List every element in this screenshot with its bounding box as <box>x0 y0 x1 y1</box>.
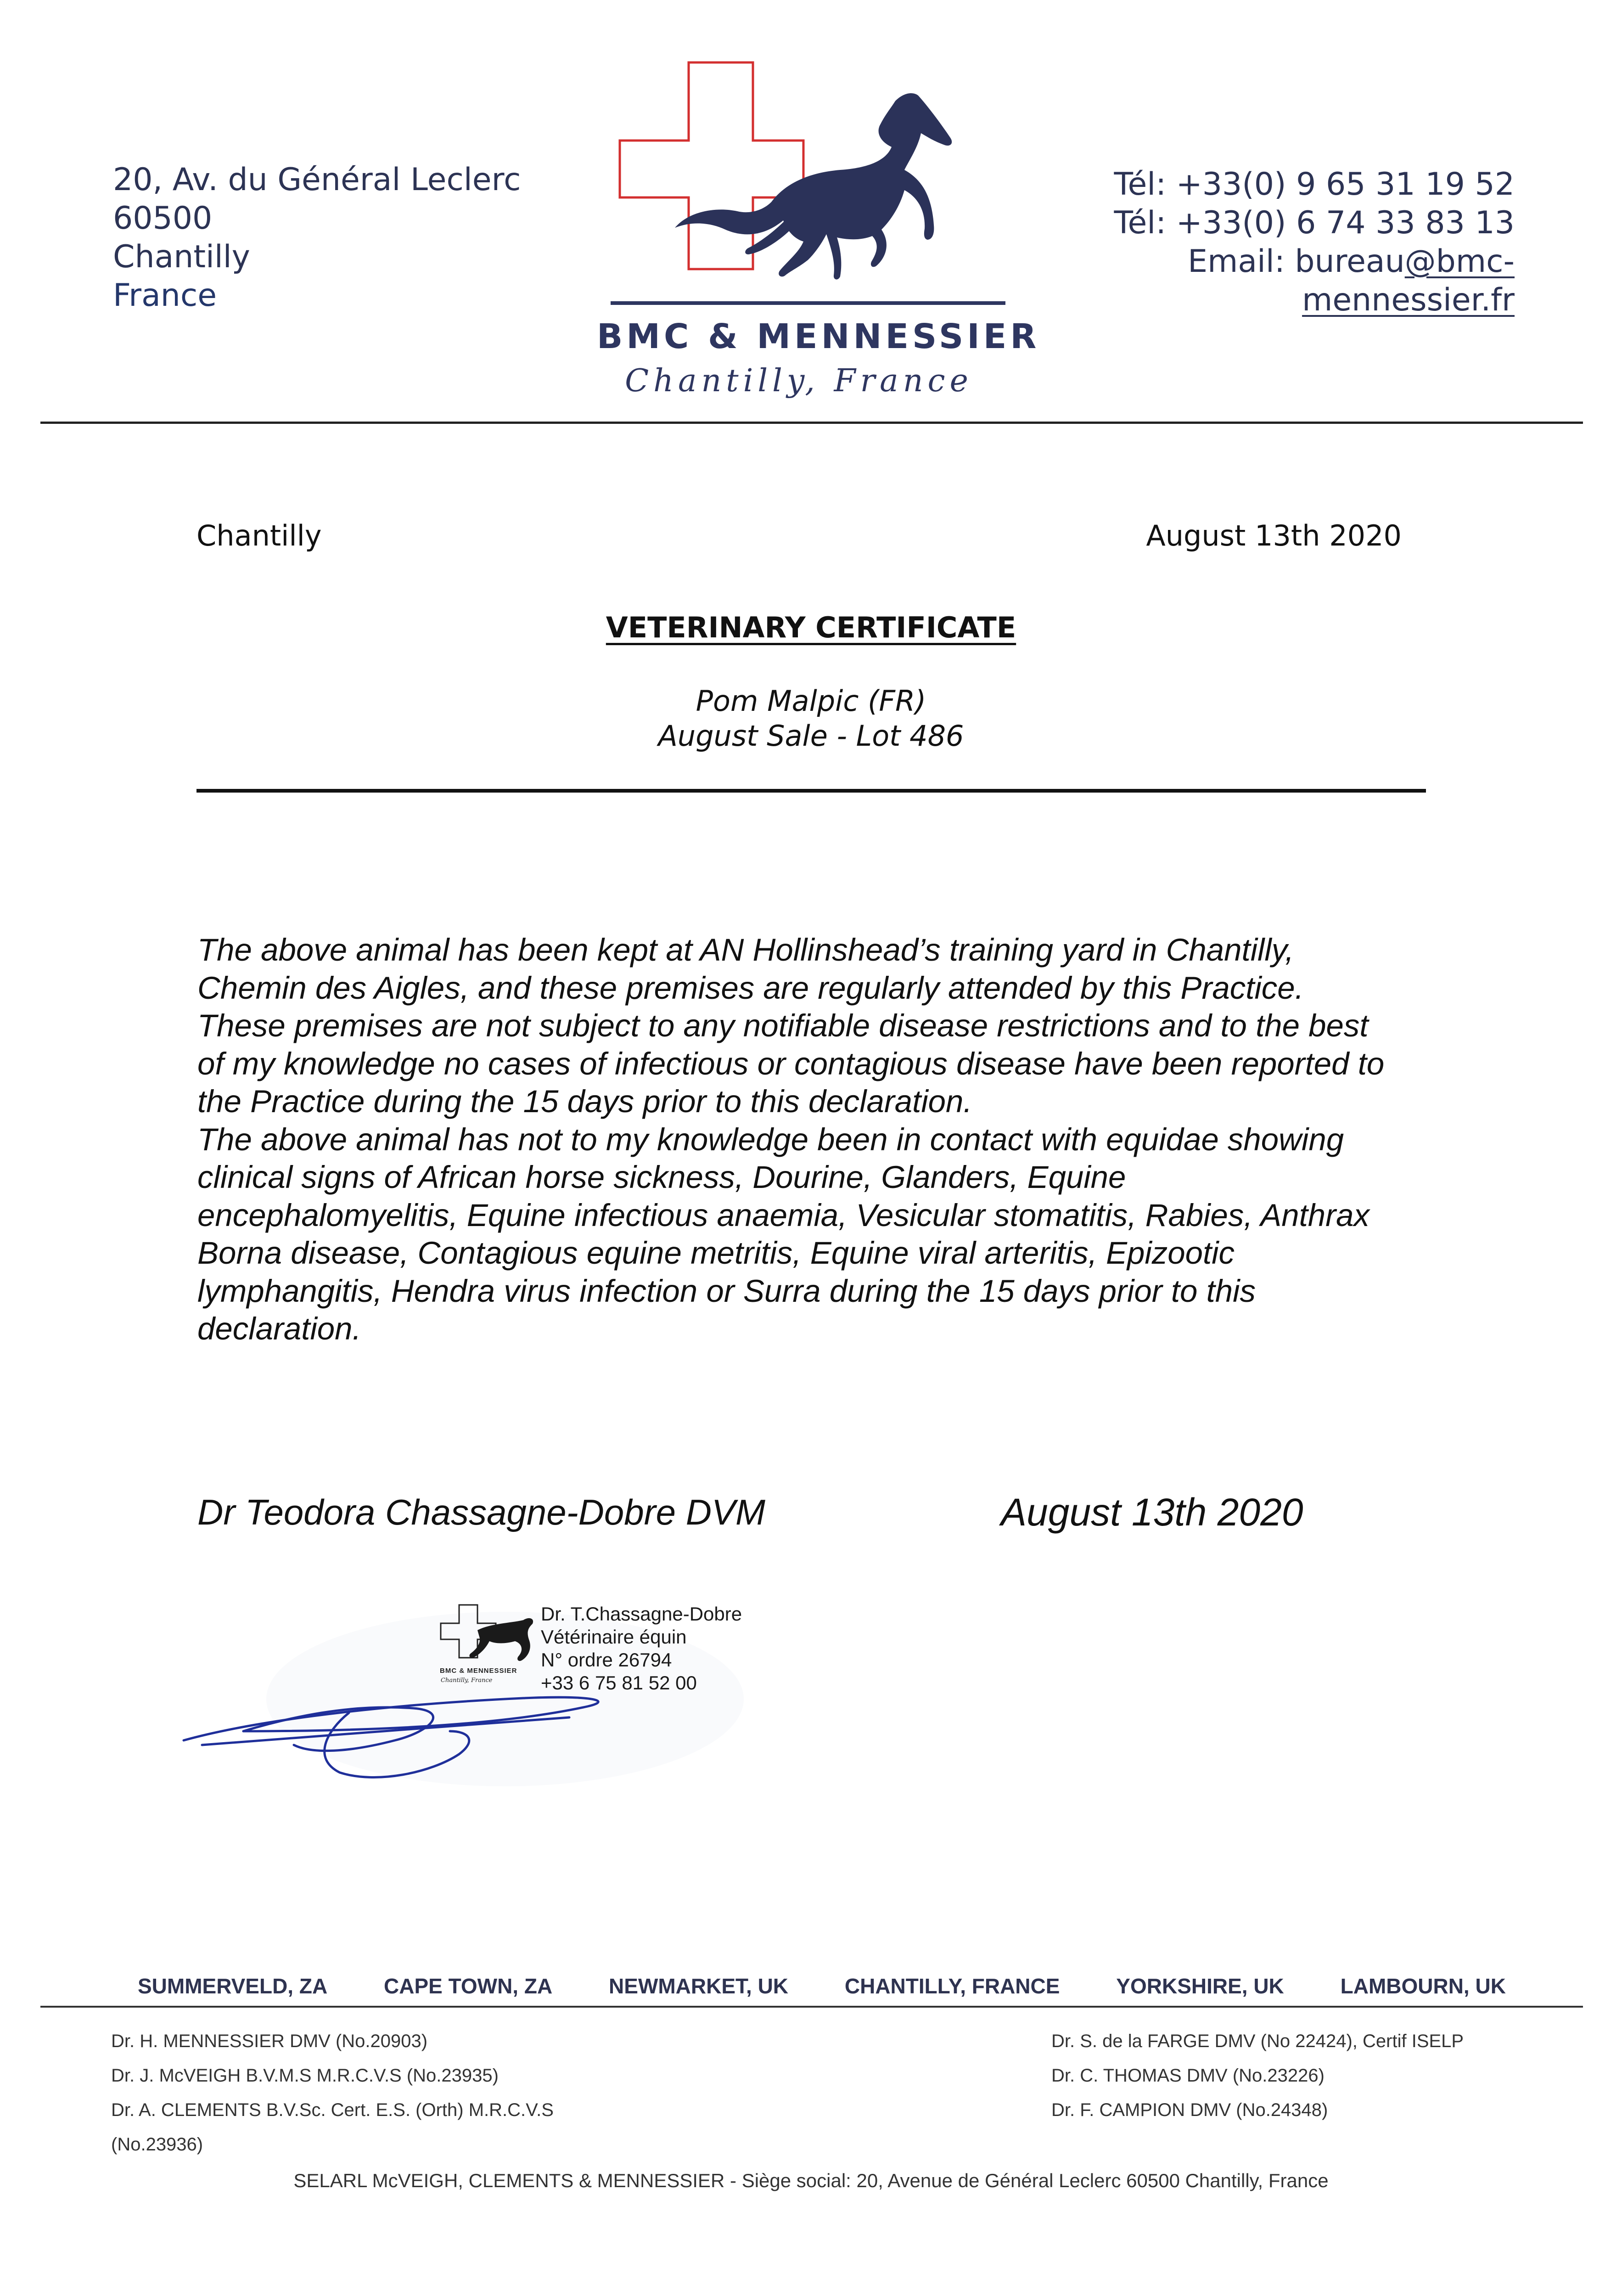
vets-list-left <box>111 2024 554 2162</box>
stamp-line: N° ordre 26794 <box>541 1649 672 1671</box>
stamp-line: +33 6 75 81 52 00 <box>541 1672 697 1694</box>
practice-address <box>113 161 521 315</box>
statement-line: These premises are not subject to any notifiable disease restrictions and to the best <box>197 1008 1369 1043</box>
practice-locations <box>138 1974 1506 1998</box>
statement-line: of my knowledge no cases of infectious or contagious disease have been reported to <box>197 1046 1385 1081</box>
vets-list-right <box>1051 2024 1464 2127</box>
address-country: France <box>113 277 217 314</box>
horse-name: Pom Malpic (FR) <box>696 684 926 718</box>
statement-line: declaration. <box>197 1311 361 1346</box>
stamp-line: Dr. T.Chassagne-Dobre <box>541 1603 742 1625</box>
vet-entry: Dr. A. CLEMENTS B.V.Sc. Cert. E.S. (Orth) M.R.C.V.S <box>111 2100 554 2120</box>
title-divider <box>196 789 1426 793</box>
statement-line: Borna disease, Contagious equine metritis, Equine viral arteritis, Epizootic <box>197 1235 1235 1271</box>
company-registration: SELARL McVEIGH, CLEMENTS & MENNESSIER - Siège social: 20, Avenue de Général Leclerc 60500 Chantilly, France <box>293 2170 1329 2191</box>
statement-line: the Practice during the 15 days prior to this declaration. <box>197 1084 972 1119</box>
document-place: Chantilly <box>196 519 322 552</box>
email-link[interactable]: @bmc- <box>1404 243 1515 280</box>
stamp-line: Vétérinaire équin <box>541 1626 687 1648</box>
statement-line: clinical signs of African horse sickness, Dourine, Glanders, Equine <box>197 1159 1126 1195</box>
location-item: LAMBOURN, UK <box>1340 1974 1506 1998</box>
vet-entry: Dr. J. McVEIGH B.V.M.S M.R.C.V.S (No.23935) <box>111 2065 499 2086</box>
address-city: Chantilly <box>113 239 250 275</box>
statement-line: Chemin des Aigles, and these premises are regularly attended by this Practice. <box>197 970 1304 1006</box>
email-line-1 <box>1055 242 1515 281</box>
vet-entry: Dr. F. CAMPION DMV (No.24348) <box>1051 2100 1328 2120</box>
signatory-name: Dr Teodora Chassagne-Dobre DVM <box>197 1492 766 1532</box>
brand-subtitle: Chantilly, France <box>625 363 973 399</box>
cross-and-galloping-horse-logo <box>611 60 1005 317</box>
vet-stamp-text <box>541 1603 742 1694</box>
brand-name: BMC & MENNESSIER <box>597 317 1040 356</box>
vet-entry: Dr. C. THOMAS DMV (No.23226) <box>1051 2065 1325 2086</box>
vet-entry: Dr. S. de la FARGE DMV (No 22424), Certif ISELP <box>1051 2031 1464 2051</box>
location-item: CAPE TOWN, ZA <box>384 1974 553 1998</box>
location-item: SUMMERVELD, ZA <box>138 1974 328 1998</box>
address-postcode: 60500 <box>113 200 213 236</box>
address-street: 20, Av. du Général Leclerc <box>113 162 521 198</box>
stamp-brand: BMC & MENNESSIER <box>440 1667 517 1675</box>
header-divider <box>40 422 1583 424</box>
certificate-statement <box>197 931 1446 1348</box>
footer-divider <box>40 2006 1583 2008</box>
certificate-title: VETERINARY CERTIFICATE <box>606 611 1016 644</box>
practice-contact <box>1055 165 1515 320</box>
stamp-brand-subtitle: Chantilly, France <box>441 1677 493 1684</box>
location-item: YORKSHIRE, UK <box>1116 1974 1284 1998</box>
vet-entry: Dr. H. MENNESSIER DMV (No.20903) <box>111 2031 428 2051</box>
phone-2: Tél: +33(0) 6 74 33 83 13 <box>1114 205 1515 241</box>
document-date: August 13th 2020 <box>1146 519 1402 552</box>
phone-1: Tél: +33(0) 9 65 31 19 52 <box>1114 166 1515 203</box>
sale-lot: August Sale - Lot 486 <box>658 719 964 753</box>
location-item: CHANTILLY, FRANCE <box>844 1974 1060 1998</box>
email-line-2 <box>1055 281 1515 320</box>
statement-line: The above animal has been kept at AN Hollinshead’s training yard in Chantilly, <box>197 932 1294 968</box>
statement-line: lymphangitis, Hendra virus infection or Surra during the 15 days prior to this <box>197 1273 1256 1309</box>
signature-date: August 13th 2020 <box>1001 1491 1303 1534</box>
email-label: Email: bureau <box>1188 243 1405 280</box>
vet-entry: (No.23936) <box>111 2134 203 2155</box>
statement-line: The above animal has not to my knowledge been in contact with equidae showing <box>197 1121 1344 1157</box>
email-link-domain[interactable]: mennessier.fr <box>1302 282 1515 318</box>
statement-line: encephalomyelitis, Equine infectious anaemia, Vesicular stomatitis, Rabies, Anthrax <box>197 1197 1369 1233</box>
location-item: NEWMARKET, UK <box>609 1974 789 1998</box>
